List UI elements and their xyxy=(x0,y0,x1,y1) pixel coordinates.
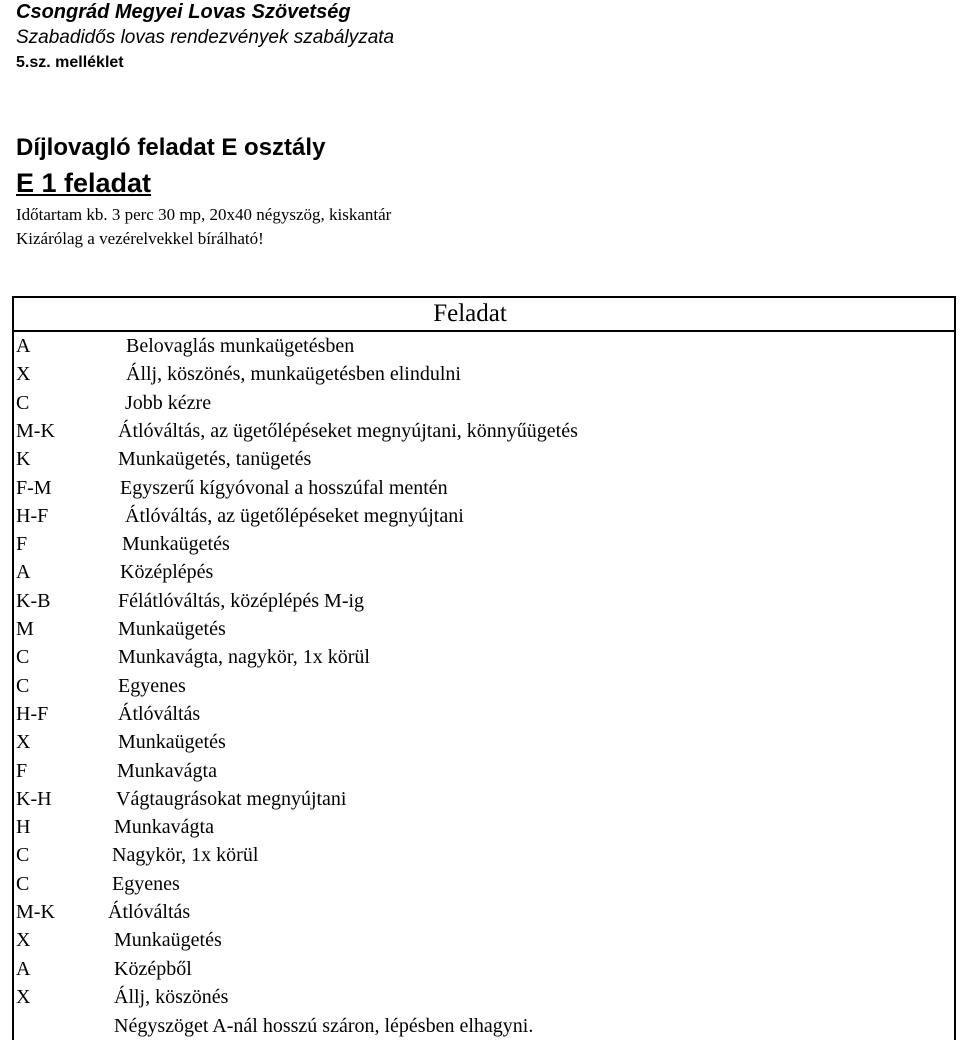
task-row xyxy=(0,700,960,728)
arena-letter: K-B xyxy=(16,589,51,612)
arena-letter: C xyxy=(16,391,30,414)
task-row xyxy=(0,587,960,615)
task-row xyxy=(0,445,960,473)
duration-line: Időtartam kb. 3 perc 30 mp, 20x40 négyszög, kiskantár xyxy=(16,205,392,224)
task-row xyxy=(0,955,960,983)
arena-letter: A xyxy=(16,335,31,357)
arena-letter: F xyxy=(16,759,28,782)
task-row xyxy=(0,643,960,671)
movement-description: Átlóváltás, az ügetőlépéseket megnyújtani xyxy=(125,504,464,527)
arena-letter: K-H xyxy=(16,787,52,810)
task-table-header: Feladat xyxy=(433,300,507,327)
task-row xyxy=(0,983,960,1011)
movement-description: Egyenes xyxy=(112,872,180,895)
judging-note: Kizárólag a vezérelvekkel bírálható! xyxy=(16,229,264,248)
organization-name: Csongrád Megyei Lovas Szövetség xyxy=(16,1,351,23)
task-row xyxy=(0,672,960,700)
annex-label: 5.sz. melléklet xyxy=(16,54,124,71)
arena-letter: C xyxy=(16,844,30,867)
task-row xyxy=(0,870,960,898)
task-row xyxy=(0,417,960,445)
arena-letter: K xyxy=(16,448,31,471)
movement-description: Átlóváltás xyxy=(108,901,191,923)
movement-description: Munkaügetés xyxy=(122,533,230,556)
movement-description: Egyszerű kígyóvonal a hosszúfal mentén xyxy=(120,476,448,499)
movement-description: Egyenes xyxy=(118,674,186,697)
movement-description: Vágtaugrásokat megnyújtani xyxy=(116,787,347,810)
movement-description: Munkavágta, nagykör, 1x körül xyxy=(118,646,370,669)
arena-letter: F xyxy=(16,533,28,556)
arena-letter: H xyxy=(16,816,31,839)
task-row xyxy=(0,757,960,785)
task-row xyxy=(0,898,960,926)
movement-description: Munkavágta xyxy=(114,816,214,839)
movement-description: Középből xyxy=(114,957,192,980)
movement-description: Középlépés xyxy=(120,561,214,584)
movement-description: Félátlóváltás, középlépés M-ig xyxy=(118,589,365,612)
arena-letter: C xyxy=(16,872,30,895)
regulation-name: Szabadidős lovas rendezvények szabályzata xyxy=(16,27,395,48)
task-row xyxy=(0,728,960,756)
movement-description: Átlóváltás, az ügetőlépéseket megnyújtani, könnyűügetés xyxy=(118,419,578,442)
arena-letter: X xyxy=(16,985,31,1008)
movement-description: Jobb kézre xyxy=(125,391,212,414)
movement-description: Belovaglás munkaügetésben xyxy=(126,335,355,357)
arena-letter: C xyxy=(16,646,30,669)
arena-letter: A xyxy=(16,561,31,584)
closing-instruction: Négyszöget A-nál hosszú száron, lépésben elhagyni. xyxy=(114,1015,534,1037)
arena-letter: M-K xyxy=(16,419,55,442)
task-row xyxy=(0,841,960,869)
arena-letter: A xyxy=(16,957,31,980)
task-row xyxy=(0,558,960,586)
arena-letter: M-K xyxy=(16,901,55,923)
task-row xyxy=(0,360,960,388)
task-row xyxy=(0,530,960,558)
document-title: Díjlovagló feladat E osztály xyxy=(16,134,326,161)
task-row xyxy=(0,474,960,502)
movement-description: Állj, köszönés xyxy=(114,985,229,1008)
movement-description: Munkaügetés xyxy=(118,731,226,754)
arena-letter: H-F xyxy=(16,702,49,725)
movement-description: Munkavágta xyxy=(117,759,217,782)
task-row xyxy=(0,813,960,841)
movement-description: Munkaügetés, tanügetés xyxy=(118,448,312,471)
movement-description: Átlóváltás xyxy=(118,702,201,725)
movement-description: Munkaügetés xyxy=(114,929,222,952)
movement-description: Nagykör, 1x körül xyxy=(112,844,259,867)
movement-description: Állj, köszönés, munkaügetésben elindulni xyxy=(126,363,461,386)
task-row xyxy=(0,615,960,643)
movement-description: Munkaügetés xyxy=(118,618,226,640)
arena-letter: F-M xyxy=(16,476,52,499)
arena-letter: C xyxy=(16,674,30,697)
task-row xyxy=(0,389,960,417)
arena-letter: X xyxy=(16,929,31,952)
task-row xyxy=(0,785,960,813)
arena-letter: H-F xyxy=(16,504,49,527)
arena-letter: X xyxy=(16,363,31,386)
document-subtitle: E 1 feladat xyxy=(16,168,152,198)
arena-letter: X xyxy=(16,731,31,754)
task-row xyxy=(0,502,960,530)
task-row xyxy=(0,926,960,954)
arena-letter: M xyxy=(16,618,34,640)
task-row xyxy=(0,332,960,360)
